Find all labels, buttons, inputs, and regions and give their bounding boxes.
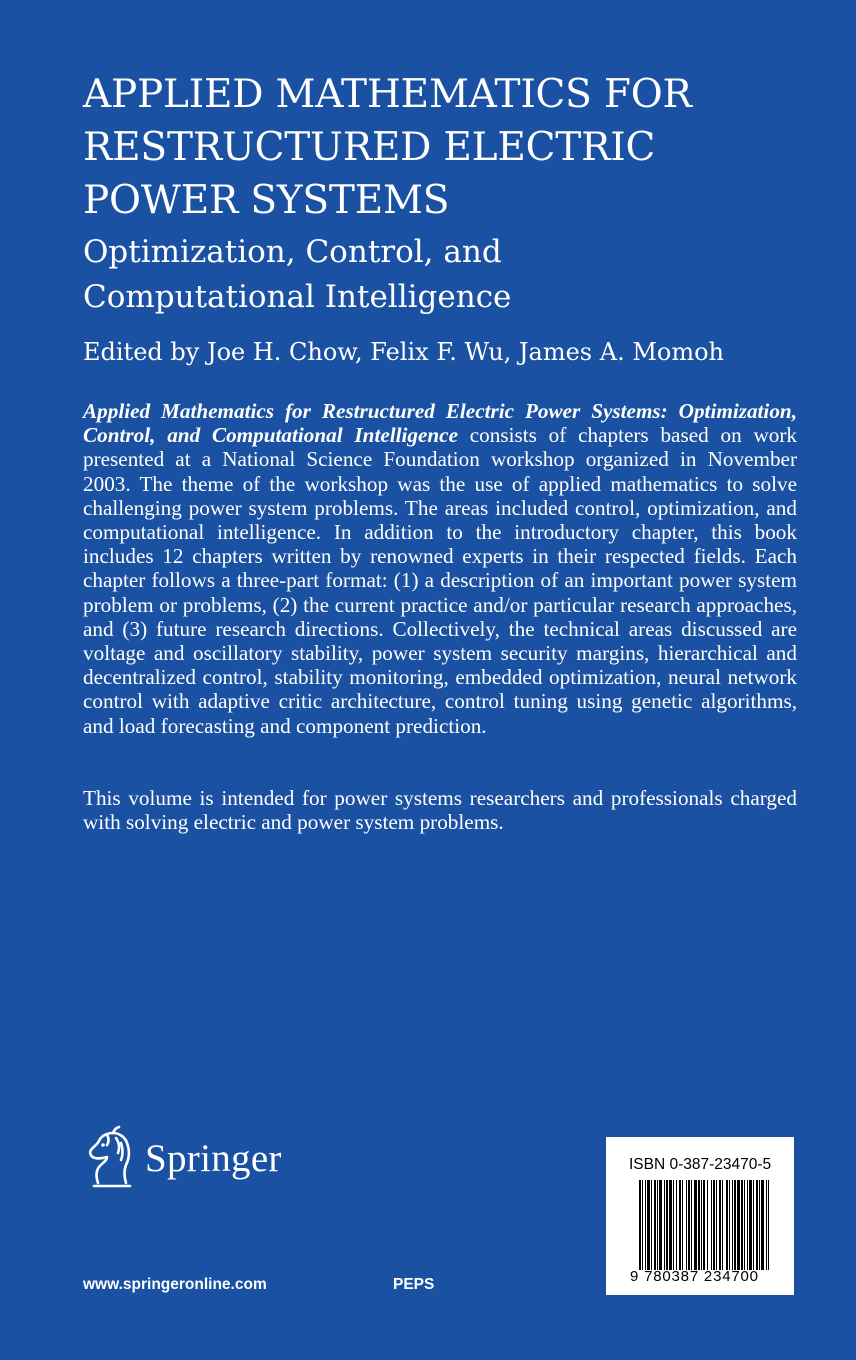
barcode-bar xyxy=(713,1180,715,1270)
barcode-bar xyxy=(664,1180,665,1270)
isbn-label: ISBN 0-387-23470-5 xyxy=(629,1156,772,1173)
barcode-bar xyxy=(676,1180,677,1270)
barcode-bar xyxy=(716,1180,717,1270)
publisher-url[interactable]: www.springeronline.com xyxy=(83,1276,267,1293)
barcode-bar xyxy=(666,1180,668,1270)
audience-paragraph: This volume is intended for power systems researchers and professionals charged with solving electric and power system problems. xyxy=(83,786,797,835)
barcode-bar xyxy=(688,1180,690,1270)
barcode-bar xyxy=(734,1180,736,1270)
barcode-bar xyxy=(753,1180,754,1270)
barcode-bar xyxy=(737,1180,740,1270)
barcode-bar xyxy=(759,1180,760,1270)
description-book-title: Applied Mathematics for Restructured Electric Power Systems: Optimization, Control, and Computational Intelligence xyxy=(83,399,797,448)
barcode-bar xyxy=(639,1180,641,1270)
barcode-bar xyxy=(744,1180,745,1270)
barcode-bar xyxy=(711,1180,712,1270)
isbn-box xyxy=(606,1137,794,1295)
barcode-bar xyxy=(726,1180,728,1270)
barcode-bar xyxy=(722,1180,723,1270)
barcode-bar xyxy=(756,1180,758,1270)
barcode-bar xyxy=(741,1180,743,1270)
book-subtitle xyxy=(83,230,823,320)
barcode-bar xyxy=(659,1180,662,1270)
isbn-barcode xyxy=(639,1180,769,1270)
barcode-bar xyxy=(749,1180,752,1270)
subtitle-line-2: Computational Intelligence xyxy=(83,279,512,315)
barcode-bar xyxy=(673,1180,674,1270)
editors-line: Edited by Joe H. Chow, Felix F. Wu, James A. Momoh xyxy=(83,338,725,366)
barcode-bar xyxy=(719,1180,721,1270)
barcode-bar xyxy=(768,1180,769,1270)
title-line-3: POWER SYSTEMS xyxy=(83,178,450,223)
subtitle-line-1: Optimization, Control, and xyxy=(83,234,502,270)
barcode-bar xyxy=(686,1180,687,1270)
publisher-name: Springer xyxy=(145,1136,282,1180)
barcode-bar xyxy=(647,1180,650,1270)
barcode-bar xyxy=(694,1180,697,1270)
barcode-bar xyxy=(651,1180,652,1270)
barcode-bar xyxy=(698,1180,700,1270)
description-body: consists of chapters based on work presented at a National Science Foundation workshop organized in November 2003. The theme of the workshop was the use of applied mathematics to solve challenging power system problems. The areas included control, optimization, and computational intelligence. In addition to the introductory chapter, this book includes 12 chapters written by renowned experts in their respected fields. Each chapter follows a three-part format: (1) a description of an important power system problem or problems, (2) the current practice and/or particular research approaches, and (3) future research directions. Collectively, the technical areas discussed are voltage and oscillatory stability, power system security margins, hierarchical and decentralized control, stability monitoring, embedded optimization, neural network control with adaptive critic architecture, control tuning using genetic algorithms, and load forecasting and component prediction. xyxy=(83,423,797,738)
barcode-bar xyxy=(642,1180,643,1270)
barcode-bar xyxy=(703,1180,705,1270)
barcode-bar xyxy=(701,1180,702,1270)
springer-logo xyxy=(83,1118,282,1198)
barcode-bar xyxy=(691,1180,692,1270)
barcode-bar xyxy=(654,1180,656,1270)
barcode-bar xyxy=(669,1180,672,1270)
barcode-bar xyxy=(679,1180,681,1270)
title-line-2: RESTRUCTURED ELECTRIC xyxy=(83,125,656,170)
barcode-bar xyxy=(766,1180,767,1270)
barcode-bar xyxy=(729,1180,730,1270)
barcode-bar xyxy=(761,1180,764,1270)
knight-chess-piece-icon xyxy=(83,1125,139,1191)
barcode-bar xyxy=(707,1180,708,1270)
barcode-bar xyxy=(645,1180,646,1270)
description-paragraph xyxy=(83,399,797,738)
barcode-digits: 9 780387 234700 xyxy=(630,1268,759,1285)
title-line-1: APPLIED MATHEMATICS FOR xyxy=(83,72,692,117)
book-title xyxy=(83,68,823,227)
barcode-bar xyxy=(747,1180,748,1270)
publisher-code: PEPS xyxy=(393,1276,435,1293)
barcode-bar xyxy=(682,1180,683,1270)
barcode-bar xyxy=(732,1180,733,1270)
barcode-bar xyxy=(657,1180,658,1270)
